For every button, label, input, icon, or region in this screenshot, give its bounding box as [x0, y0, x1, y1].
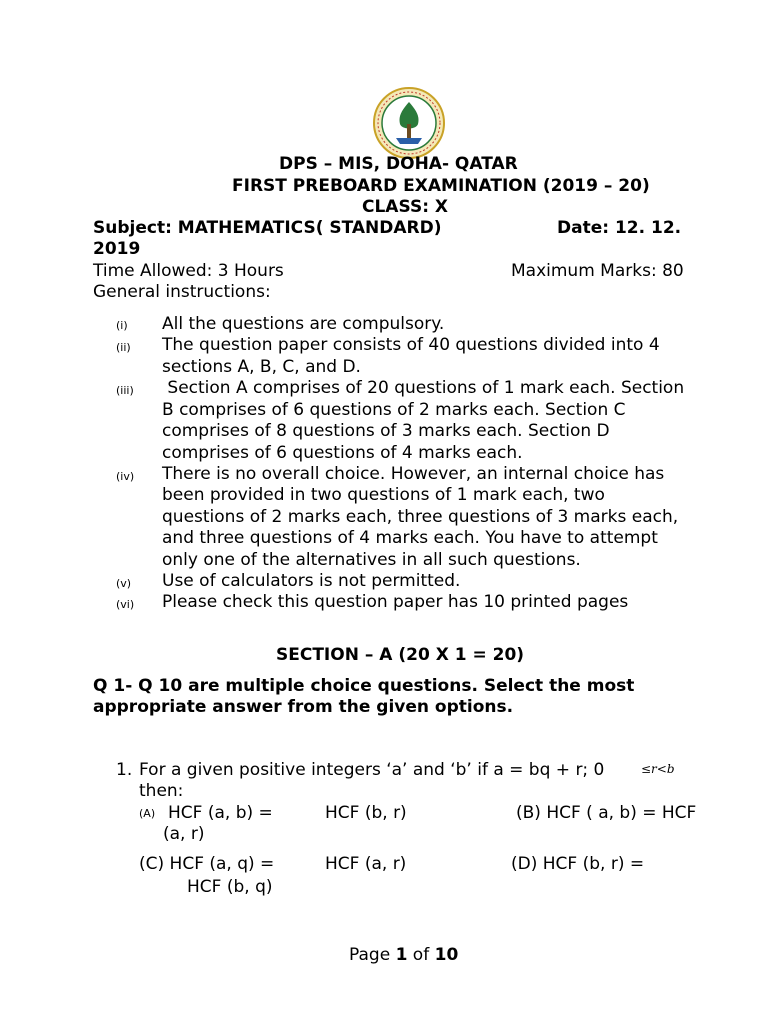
question-text: For a given positive integers ‘a’ and ‘b’ if a = bq + r; 0 — [139, 760, 605, 780]
instruction-text: Please check this question paper has 10 printed pages — [162, 592, 629, 612]
option-b-text: (B) HCF ( a, b) = HCF — [516, 803, 697, 823]
page-current: 1 — [395, 945, 408, 965]
option-a-text: HCF (a, b) = — [168, 803, 273, 823]
option-a-text-cont: HCF (b, r) — [325, 803, 407, 823]
instruction-number: (vi) — [116, 598, 135, 611]
instruction-text: comprises of 6 questions of 4 marks each. — [162, 443, 523, 463]
instruction-text: and three questions of 4 marks each. You have to attempt — [162, 528, 658, 548]
question-condition: ≤r<b — [641, 762, 675, 776]
option-c-text: (C) HCF (a, q) = — [139, 854, 275, 874]
section-title: SECTION – A (20 X 1 = 20) — [276, 645, 525, 665]
option-b-text-cont: (a, r) — [163, 824, 205, 844]
option-a-label: (A) — [139, 807, 156, 820]
page-mid: of — [407, 945, 435, 965]
instruction-number: (i) — [116, 319, 128, 332]
instruction-text: questions of 2 marks each, three questions of 3 marks each, — [162, 507, 679, 527]
subject-label: Subject: MATHEMATICS( STANDARD) — [93, 218, 442, 238]
instruction-text: sections A, B, C, and D. — [162, 357, 361, 377]
instruction-number: (iii) — [116, 384, 134, 397]
class-label: CLASS: X — [362, 197, 449, 217]
option-c-text-cont: HCF (a, r) — [325, 854, 407, 874]
instruction-text: The question paper consists of 40 questions divided into 4 — [162, 335, 660, 355]
instruction-text: All the questions are compulsory. — [162, 314, 445, 334]
page-number — [349, 945, 458, 965]
instruction-text: been provided in two questions of 1 mark each, two — [162, 485, 605, 505]
instruction-text: comprises of 8 questions of 3 marks each. Section D — [162, 421, 610, 441]
mcq-instruction-cont: appropriate answer from the given options. — [93, 697, 514, 717]
question-number: 1. — [116, 760, 133, 780]
mcq-instruction: Q 1- Q 10 are multiple choice questions. Select the most — [93, 676, 635, 696]
school-logo — [372, 86, 446, 160]
instruction-number: (ii) — [116, 341, 131, 354]
instruction-text: only one of the alternatives in all such questions. — [162, 550, 581, 570]
instruction-text: Use of calculators is not permitted. — [162, 571, 461, 591]
instruction-number: (v) — [116, 577, 132, 590]
instruction-number: (iv) — [116, 470, 135, 483]
maximum-marks: Maximum Marks: 80 — [511, 261, 684, 281]
instruction-text: B comprises of 6 questions of 2 marks each. Section C — [162, 400, 626, 420]
option-d-text-cont: HCF (b, q) — [187, 877, 273, 897]
question-text-cont: then: — [139, 781, 184, 801]
page-prefix: Page — [349, 945, 396, 965]
general-instructions-heading: General instructions: — [93, 282, 271, 302]
time-allowed: Time Allowed: 3 Hours — [93, 261, 284, 281]
instruction-text: There is no overall choice. However, an internal choice has — [162, 464, 665, 484]
option-d-text: (D) HCF (b, r) = — [511, 854, 645, 874]
page-total: 10 — [434, 945, 459, 965]
instruction-text: Section A comprises of 20 questions of 1 mark each. Section — [162, 378, 685, 398]
exam-title: FIRST PREBOARD EXAMINATION (2019 – 20) — [232, 176, 650, 196]
school-name: DPS – MIS, DOHA- QATAR — [279, 154, 518, 174]
exam-date-year: 2019 — [93, 239, 141, 259]
exam-date: Date: 12. 12. — [557, 218, 682, 238]
